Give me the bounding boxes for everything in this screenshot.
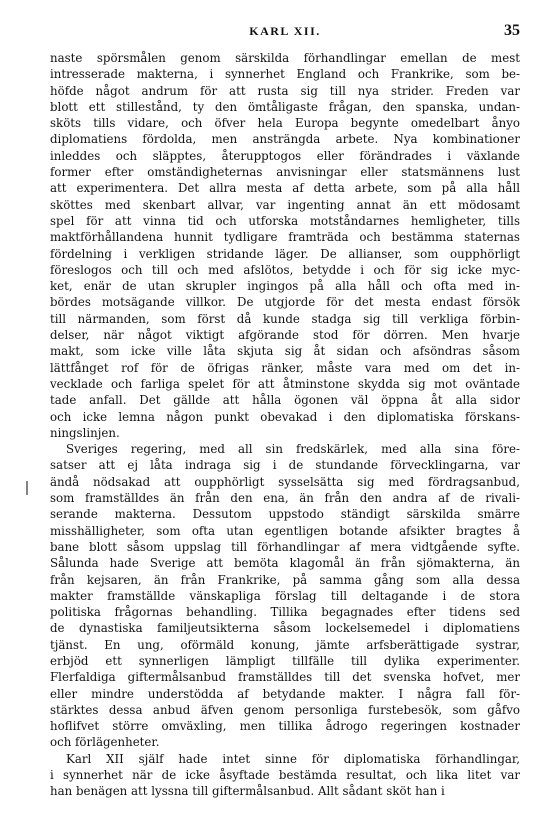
text-line: ket, enär de utan skrupler ingingos på alla håll och ofta med in- [50,279,520,294]
text-line: makt, som icke ville låta skjuta sig åt sidan och afsöndras såsom [50,344,520,359]
text-line: lättfånget rof för de öfrigas ränker, måste vara med om det in- [50,360,520,375]
text-line: intresserade makterna, i synnerhet England och Frankrike, som be- [50,67,520,82]
text-line: naste spörsmålen genom särskilda förhandlingar emellan de mest [50,51,520,65]
text-line: i synnerhet när de icke åsyftade bestämda resultat, och lika litet var [50,768,520,783]
text-line: former efter omständigheternas anvisningar eller statsmännens lust [50,165,520,180]
text-line: blott ett stillestånd, ty den ömtåligaste frågan, den spanska, undan- [50,99,520,114]
text-line: Sålunda hade Sverige att bemöta klagomål än från sjömakterna, än [50,556,520,571]
text-line: från kejsaren, än från Frankrike, på samma gång som alla dessa [50,572,520,587]
text-line: eller mindre understödda af betydande makter. I några fall för- [50,686,520,701]
text-line: och icke lemna någon punkt obevakad i den diplomatiska förskans- [50,409,520,424]
text-line: misshälligheter, som ofta utan egentligen botande afsikter bragtes å [50,523,520,538]
running-head [50,22,520,42]
margin-pencil-mark [26,481,28,495]
text-line: makter framställde vänskapliga förslag till deltagande i de stora [50,588,520,603]
text-line: ningslinjen. [50,425,120,440]
page-number: 35 [504,22,520,39]
text-line: föreslogos och till och med afslötos, betydde i och för sig icke myc- [50,262,520,277]
paragraph [50,441,520,751]
text-line: sköts tills vidare, och öfver hela Europa begynte omedelbart ånyo [50,116,520,131]
text-line: som framställdes än från den ena, än från den andra af de rivali- [50,491,520,506]
text-line: delser, när något viktigt afgörande stod för dörren. Men hvarje [50,328,520,343]
text-line: de dynastiska familjeutsikterna såsom lockelsemedel i diplomatiens [50,621,520,636]
text-line: bane blott såsom uppslag till förhandlingar af mera vidtgående syfte. [50,539,520,554]
paragraph [50,50,520,441]
text-line: och förlägenheter. [50,735,160,750]
text-line: vecklade och farliga spelet för att åtminstone skydda sig mot oväntade [50,376,520,391]
text-line: Flerfaldiga giftermålsanbud framställdes till det svenska hofvet, mer [50,670,520,685]
text-line: tade anfall. Det gällde att hålla ögonen väl öppna åt alla sidor [50,393,520,408]
text-line: höfde något andrum för att rusta sig till nya strider. Freden var [50,83,520,98]
text-line: hoflifvet större omväxling, men tillika ådrogo regeringen kostnader [50,719,520,734]
text-line: inleddes och släpptes, återupptogos eller förändrades i växlande [50,148,520,163]
text-line: fördelning i verkligen stridande läger. De allianser, som oupphörligt [50,246,520,261]
text-line: ändå nödsakad att oupphörligt sysselsätta sig med fördragsanbud, [50,474,520,489]
text-line: politiska frågornas behandling. Tillika begagnades efter tidens sed [50,605,520,620]
text-line: spel för att vinna tid och utforska motståndarnes hemligheter, tills [50,213,520,228]
text-line: att experimentera. Det allra mesta af detta arbete, som på alla håll [50,181,520,196]
text-line: bördes motsägande villkor. De utgjorde för det mesta endast försök [50,295,520,310]
text-line: till närmanden, som först då kunde stadga sig till verkliga förbin- [50,311,520,326]
text-line: stärktes dessa anbud äfven genom personliga furstebesök, som gåfvo [50,702,520,717]
text-line: tjänst. En ung, oförmäld konung, jämte arfsberättigade systrar, [50,637,520,652]
paragraph [50,751,520,800]
text-line: maktförhållandena hunnit tydligare framträda och bestämma staternas [50,230,520,245]
body-text [50,50,520,800]
text-line: Karl XII själf hade intet sinne för diplomatiska förhandlingar, [66,751,520,766]
running-head-title: KARL XII. [249,24,321,38]
text-line: satser att ej låta indraga sig i de stundande förvecklingarna, var [50,458,520,473]
text-line: han benägen att lyssna till giftermålsanbud. Allt sådant sköt han i [50,784,445,799]
text-line: Sveriges regering, med all sin fredskärlek, med alla sina före- [66,442,520,457]
text-line: sköttes med skenbart allvar, var ingenting annat än ett mödosamt [50,197,520,212]
text-line: serande makterna. Dessutom uppstodo ständigt särskilda smärre [50,507,520,522]
text-line: erbjöd ett synnerligen lämpligt tillfälle till dylika experimenter. [50,653,520,668]
text-line: diplomatiens fördolda, men ansträngda arbete. Nya kombinationer [50,132,520,147]
